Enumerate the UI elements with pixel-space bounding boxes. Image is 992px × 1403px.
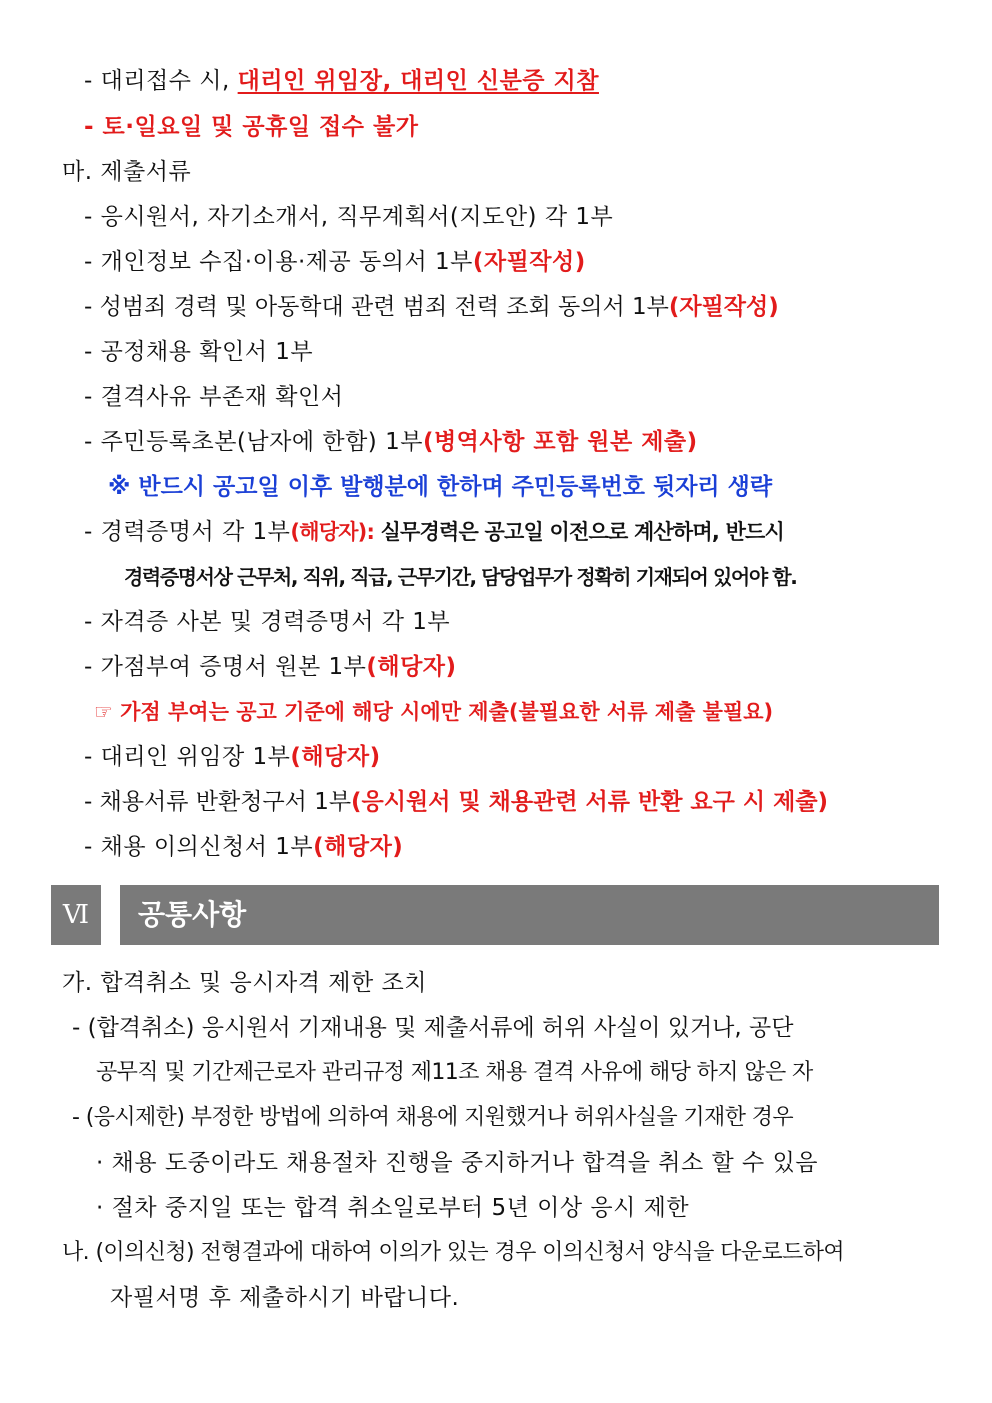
- restrict-line: - (응시제한) 부정한 방법에 의하여 채용에 지원했거나 허위사실을 기재한 경우: [72, 1105, 794, 1130]
- doc-label: - 주민등록초본(남자에 한함) 1부: [84, 429, 423, 455]
- doc-note: (자필작성): [472, 249, 586, 275]
- na-line-cont: 자필서명 후 제출하시기 바랍니다.: [110, 1285, 460, 1311]
- proxy-line: [84, 66, 599, 96]
- career-desc: 실무경력은 공고일 이전으로 계산하며, 반드시: [374, 520, 785, 544]
- restrict-bullet: · 절차 중지일 또는 합격 취소일로부터 5년 이상 응시 제한: [96, 1195, 690, 1221]
- proxy-note: 대리인 위임장, 대리인 신분증 지참: [237, 68, 599, 94]
- doc-note: (해당자): [366, 654, 457, 680]
- doc-label: - 개인정보 수집·이용·제공 동의서 1부: [84, 249, 473, 275]
- doc-label: - 대리인 위임장 1부: [84, 744, 291, 770]
- doc-label: - 채용서류 반환청구서 1부: [84, 789, 352, 815]
- doc-item: [84, 787, 828, 817]
- resident-warning: ※ 반드시 공고일 이후 발행분에 한하며 주민등록번호 뒷자리 생략: [108, 474, 773, 500]
- cancel-line-cont: 공무직 및 기간제근로자 관리규정 제11조 채용 결격 사유에 해당 하지 않은 자: [96, 1060, 813, 1085]
- doc-label: - 경력증명서 각 1부: [84, 519, 291, 545]
- doc-item: - 자격증 사본 및 경력증명서 각 1부: [84, 609, 451, 635]
- doc-note: (병역사항 포함 원본 제출): [422, 429, 698, 455]
- bonus-warning: ☞ 가점 부여는 공고 기준에 해당 시에만 제출(불필요한 서류 제출 불필요): [94, 700, 774, 724]
- proxy-prefix: - 대리접수 시,: [84, 68, 238, 94]
- doc-item: - 공정채용 확인서 1부: [84, 339, 314, 365]
- doc-item: [84, 742, 381, 772]
- cancel-line: - (합격취소) 응시원서 기재내용 및 제출서류에 허위 사실이 있거나, 공단: [72, 1015, 794, 1041]
- weekend-notice: - 토·일요일 및 공휴일 접수 불가: [84, 114, 419, 140]
- doc-note: (응시원서 및 채용관련 서류 반환 요구 시 제출): [351, 789, 829, 815]
- doc-note: (해당자):: [290, 520, 375, 544]
- career-desc-cont: 경력증명서상 근무처, 직위, 직급, 근무기간, 담당업무가 정확히 기재되어 있어야 함.: [124, 565, 797, 589]
- doc-item: [84, 427, 698, 457]
- doc-note: (해당자): [313, 834, 404, 860]
- doc-item: - 응시원서, 자기소개서, 직무계획서(지도안) 각 1부: [84, 204, 614, 230]
- doc-item: - 결격사유 부존재 확인서: [84, 384, 344, 410]
- doc-item: [84, 292, 779, 322]
- docs-heading: 마. 제출서류: [62, 159, 192, 185]
- na-line: 나. (이의신청) 전형결과에 대하여 이의가 있는 경우 이의신청서 양식을 다운로드하여: [62, 1240, 845, 1265]
- doc-label: - 성범죄 경력 및 아동학대 관련 범죄 전력 조회 동의서 1부: [84, 294, 669, 320]
- doc-note: (자필작성): [668, 294, 779, 320]
- doc-item: [84, 832, 403, 862]
- restrict-bullet: · 채용 도중이라도 채용절차 진행을 중지하거나 합격을 취소 할 수 있음: [96, 1150, 819, 1176]
- section-title: 공통사항: [138, 898, 247, 931]
- doc-label: - 가점부여 증명서 원본 1부: [84, 654, 367, 680]
- doc-note: (해당자): [290, 744, 381, 770]
- doc-label: - 채용 이의신청서 1부: [84, 834, 314, 860]
- doc-item: [84, 247, 586, 277]
- ga-heading: 가. 합격취소 및 응시자격 제한 조치: [62, 970, 427, 996]
- doc-item: [84, 517, 784, 547]
- section-number: Ⅵ: [51, 885, 101, 945]
- doc-item: [84, 652, 457, 682]
